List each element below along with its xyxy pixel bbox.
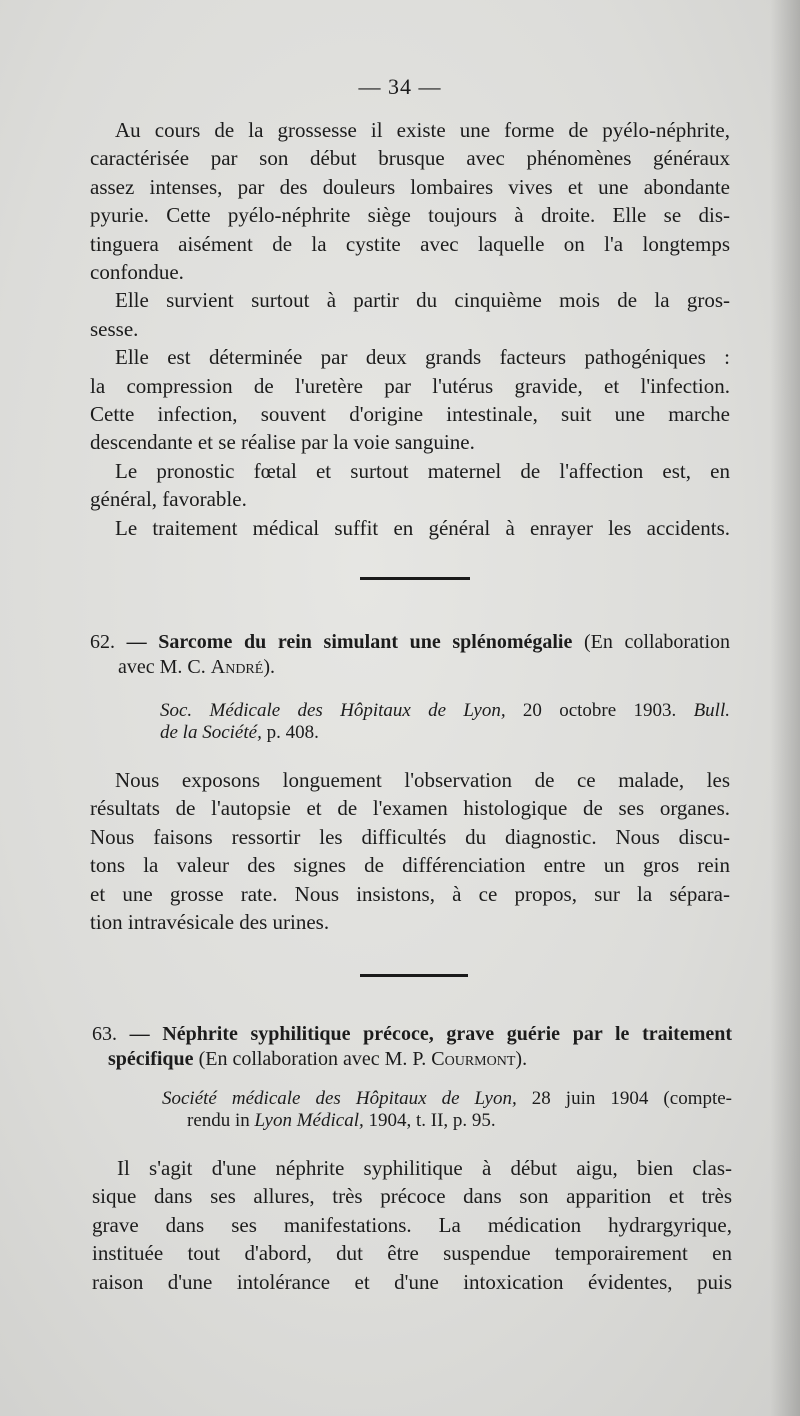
entry-number: 63. <box>92 1023 117 1045</box>
reference-journal: de la Société, <box>160 722 262 743</box>
entry-heading-line <box>92 1047 732 1072</box>
entry-62-reference <box>160 700 730 744</box>
reference-line <box>162 1110 732 1132</box>
entry-dash: — <box>129 1023 150 1045</box>
entry-heading-line <box>90 655 730 680</box>
reference-date: 28 juin 1904 (compte- <box>531 1088 733 1109</box>
reference-text: rendu in <box>187 1110 250 1131</box>
entry-title: spécifique <box>108 1048 194 1070</box>
text-line: raison d'une intolérance et d'une intoxication évidentes, puis <box>92 1269 732 1294</box>
reference-line <box>160 722 730 744</box>
reference-page: p. 408. <box>266 722 319 743</box>
text-line: grave dans ses manifestations. La médication hydrargyrique, <box>92 1212 732 1237</box>
entry-title: Sarcome du rein simulant une splénomégalie <box>158 631 573 653</box>
text-line: Nous faisons ressortir les difficultés du diagnostic. Nous discu- <box>90 824 730 849</box>
collab-name: Courmont <box>431 1048 516 1070</box>
reference-bull: Bull. <box>693 700 730 721</box>
text-line: et une grosse rate. Nous insistons, à ce propos, sur la sépara- <box>90 881 730 906</box>
reference-line <box>162 1088 732 1110</box>
text-line: pyurie. Cette pyélo-néphrite siège toujours à droite. Elle se dis- <box>90 203 730 228</box>
text-line: Cette infection, souvent d'origine intestinale, suit une marche <box>90 402 730 427</box>
reference-journal: Soc. Médicale des Hôpitaux de Lyon, <box>160 700 506 721</box>
text-line: résultats de l'autopsie et de l'examen histologique de ses organes. <box>90 796 730 821</box>
reference-journal: Société médicale des Hôpitaux de Lyon, <box>162 1088 517 1109</box>
entry-63-reference <box>162 1088 732 1132</box>
text-line: Elle survient surtout à partir du cinquième mois de la gros- <box>115 288 730 313</box>
entry-heading-line <box>92 1022 732 1047</box>
entry-number: 62. <box>90 631 115 653</box>
text-line: tinguera aisément de la cystite avec laquelle on l'a longtemps <box>90 231 730 256</box>
collab-name: André <box>210 656 264 678</box>
text-line: Le traitement médical suffit en général à enrayer les accidents. <box>115 515 730 540</box>
text-line: tion intravésicale des urines. <box>90 910 330 935</box>
text-line: caractérisée par son début brusque avec phénomènes généraux <box>90 146 730 171</box>
collab-text: ). <box>263 656 275 678</box>
text-line: Au cours de la grossesse il existe une forme de pyélo-néphrite, <box>115 118 730 142</box>
text-line: descendante et se réalise par la voie sanguine. <box>90 430 475 455</box>
collab-text: ). <box>515 1048 528 1070</box>
reference-line <box>160 700 730 722</box>
text-line: instituée tout d'abord, dut être suspendue temporairement en <box>92 1241 732 1266</box>
text-line: général, favorable. <box>90 487 247 512</box>
reference-volume: 1904, t. II, p. 95. <box>368 1110 496 1131</box>
entry-62-heading <box>90 630 730 680</box>
text-line: tons la valeur des signes de différenciation entre un gros rein <box>90 853 730 878</box>
section-divider <box>360 974 468 977</box>
reference-journal: Lyon Médical, <box>254 1110 364 1131</box>
entry-63-body <box>92 1154 732 1296</box>
entry-title: Néphrite syphilitique précoce, grave guérie par le traitement <box>162 1023 733 1045</box>
section-divider <box>360 577 470 580</box>
text-line: Nous exposons longuement l'observation de ce malade, les <box>115 768 730 792</box>
text-line: Le pronostic fœtal et surtout maternel de l'affection est, en <box>115 458 730 483</box>
text-line: la compression de l'uretère par l'utérus gravide, et l'infection. <box>90 373 730 398</box>
reference-date: 20 octobre 1903. <box>522 700 677 721</box>
intro-section <box>90 116 730 542</box>
text-line: sique dans ses allures, très précoce dans son apparition et très <box>92 1184 732 1209</box>
collab-text: avec M. C. <box>118 656 206 678</box>
page-number: — 34 — <box>358 74 442 99</box>
text-line: Il s'agit d'une néphrite syphilitique à début aigu, bien clas- <box>117 1156 732 1180</box>
entry-dash: — <box>126 631 147 653</box>
entry-collaboration: (En collaboration <box>584 631 731 653</box>
entry-62-body <box>90 766 730 936</box>
entry-heading-line <box>90 630 730 655</box>
text-line: sesse. <box>90 316 139 341</box>
collab-text: (En collaboration avec M. P. <box>198 1048 427 1070</box>
text-line: confondue. <box>90 260 184 285</box>
entry-63-heading <box>92 1022 732 1072</box>
text-line: assez intenses, par des douleurs lombaires vives et une abondante <box>90 174 730 199</box>
text-line: Elle est déterminée par deux grands facteurs pathogéniques : <box>115 345 730 370</box>
